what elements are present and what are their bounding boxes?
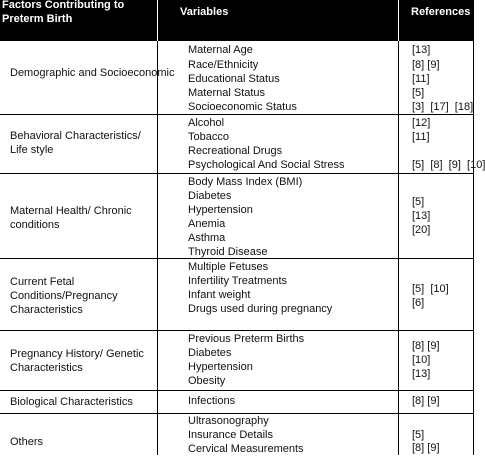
variable: Recreational Drugs	[188, 145, 283, 157]
row-divider	[0, 390, 474, 391]
category-biological: Biological Characteristics	[10, 396, 133, 408]
reference: [8] [9]	[412, 340, 440, 352]
variable: Ultrasonography	[188, 415, 269, 427]
variable: Infertility Treatments	[188, 275, 288, 287]
row-divider	[0, 173, 474, 174]
reference: [3] [17] [18]	[412, 101, 474, 113]
variable: Multiple Fetuses	[188, 261, 269, 273]
variable: Educational Status	[188, 73, 280, 85]
variable: Hypertension	[188, 204, 253, 216]
category-behavioral: Behavioral Characteristics/ Life style	[10, 130, 141, 156]
variable: Socioeconomic Status	[188, 101, 297, 113]
reference: [5]	[412, 196, 425, 208]
reference: [5] [8] [9] [10]	[412, 159, 485, 171]
category-pregnancy-history: Pregnancy History/ Genetic Characteristics	[10, 348, 144, 374]
category-demographic: Demographic and Socioeconomic	[10, 67, 175, 79]
variable: Psychological And Social Stress	[188, 159, 345, 171]
header-variables: Variables	[180, 6, 229, 18]
header-references: References	[411, 6, 471, 18]
reference: [8] [9]	[412, 395, 440, 407]
table-header	[0, 0, 474, 41]
variable: Asthma	[188, 232, 226, 244]
column-divider	[157, 41, 158, 455]
variable: Tobacco	[188, 131, 229, 143]
reference: [13]	[412, 210, 431, 222]
reference: [8] [9]	[412, 59, 440, 71]
variable: Insurance Details	[188, 429, 273, 441]
category-others: Others	[10, 436, 44, 448]
row-divider	[0, 330, 474, 331]
category-maternal-health: Maternal Health/ Chronic conditions	[10, 205, 132, 231]
variable: Previous Preterm Births	[188, 333, 305, 345]
reference: [5]	[412, 87, 425, 99]
reference: [5]	[412, 429, 425, 441]
variable: Obesity	[188, 375, 226, 387]
reference: [11]	[412, 73, 430, 85]
reference: [10]	[412, 354, 431, 366]
variable: Diabetes	[188, 190, 232, 202]
reference: [6]	[412, 297, 425, 309]
category-fetal-conditions: Current Fetal Conditions/Pregnancy Characteristics	[10, 276, 118, 316]
variable: Diabetes	[188, 347, 232, 359]
reference: [20]	[412, 224, 431, 236]
variable: Hypertension	[188, 361, 253, 373]
variable: Race/Ethnicity	[188, 59, 259, 71]
variable: Drugs used during pregnancy	[188, 303, 333, 315]
variable: Cervical Measurements	[188, 443, 304, 455]
header-factors: Factors Contributing to Preterm Birth	[2, 0, 125, 25]
header-divider	[157, 0, 158, 41]
header-divider	[398, 0, 399, 41]
column-divider	[398, 41, 399, 455]
reference: [11]	[412, 131, 430, 143]
variable: Infant weight	[188, 289, 251, 301]
variable: Maternal Status	[188, 87, 266, 99]
variable: Body Mass Index (BMI)	[188, 176, 303, 188]
variable: Infections	[188, 395, 236, 407]
reference: [13]	[412, 44, 431, 56]
reference: [13]	[412, 368, 431, 380]
variable: Alcohol	[188, 117, 225, 129]
reference: [5] [10]	[412, 283, 449, 295]
variable: Anemia	[188, 218, 226, 230]
variable: Maternal Age	[188, 44, 253, 56]
reference: [12]	[412, 117, 431, 129]
variable: Thyroid Disease	[188, 246, 268, 258]
reference: [8] [9]	[412, 442, 440, 454]
